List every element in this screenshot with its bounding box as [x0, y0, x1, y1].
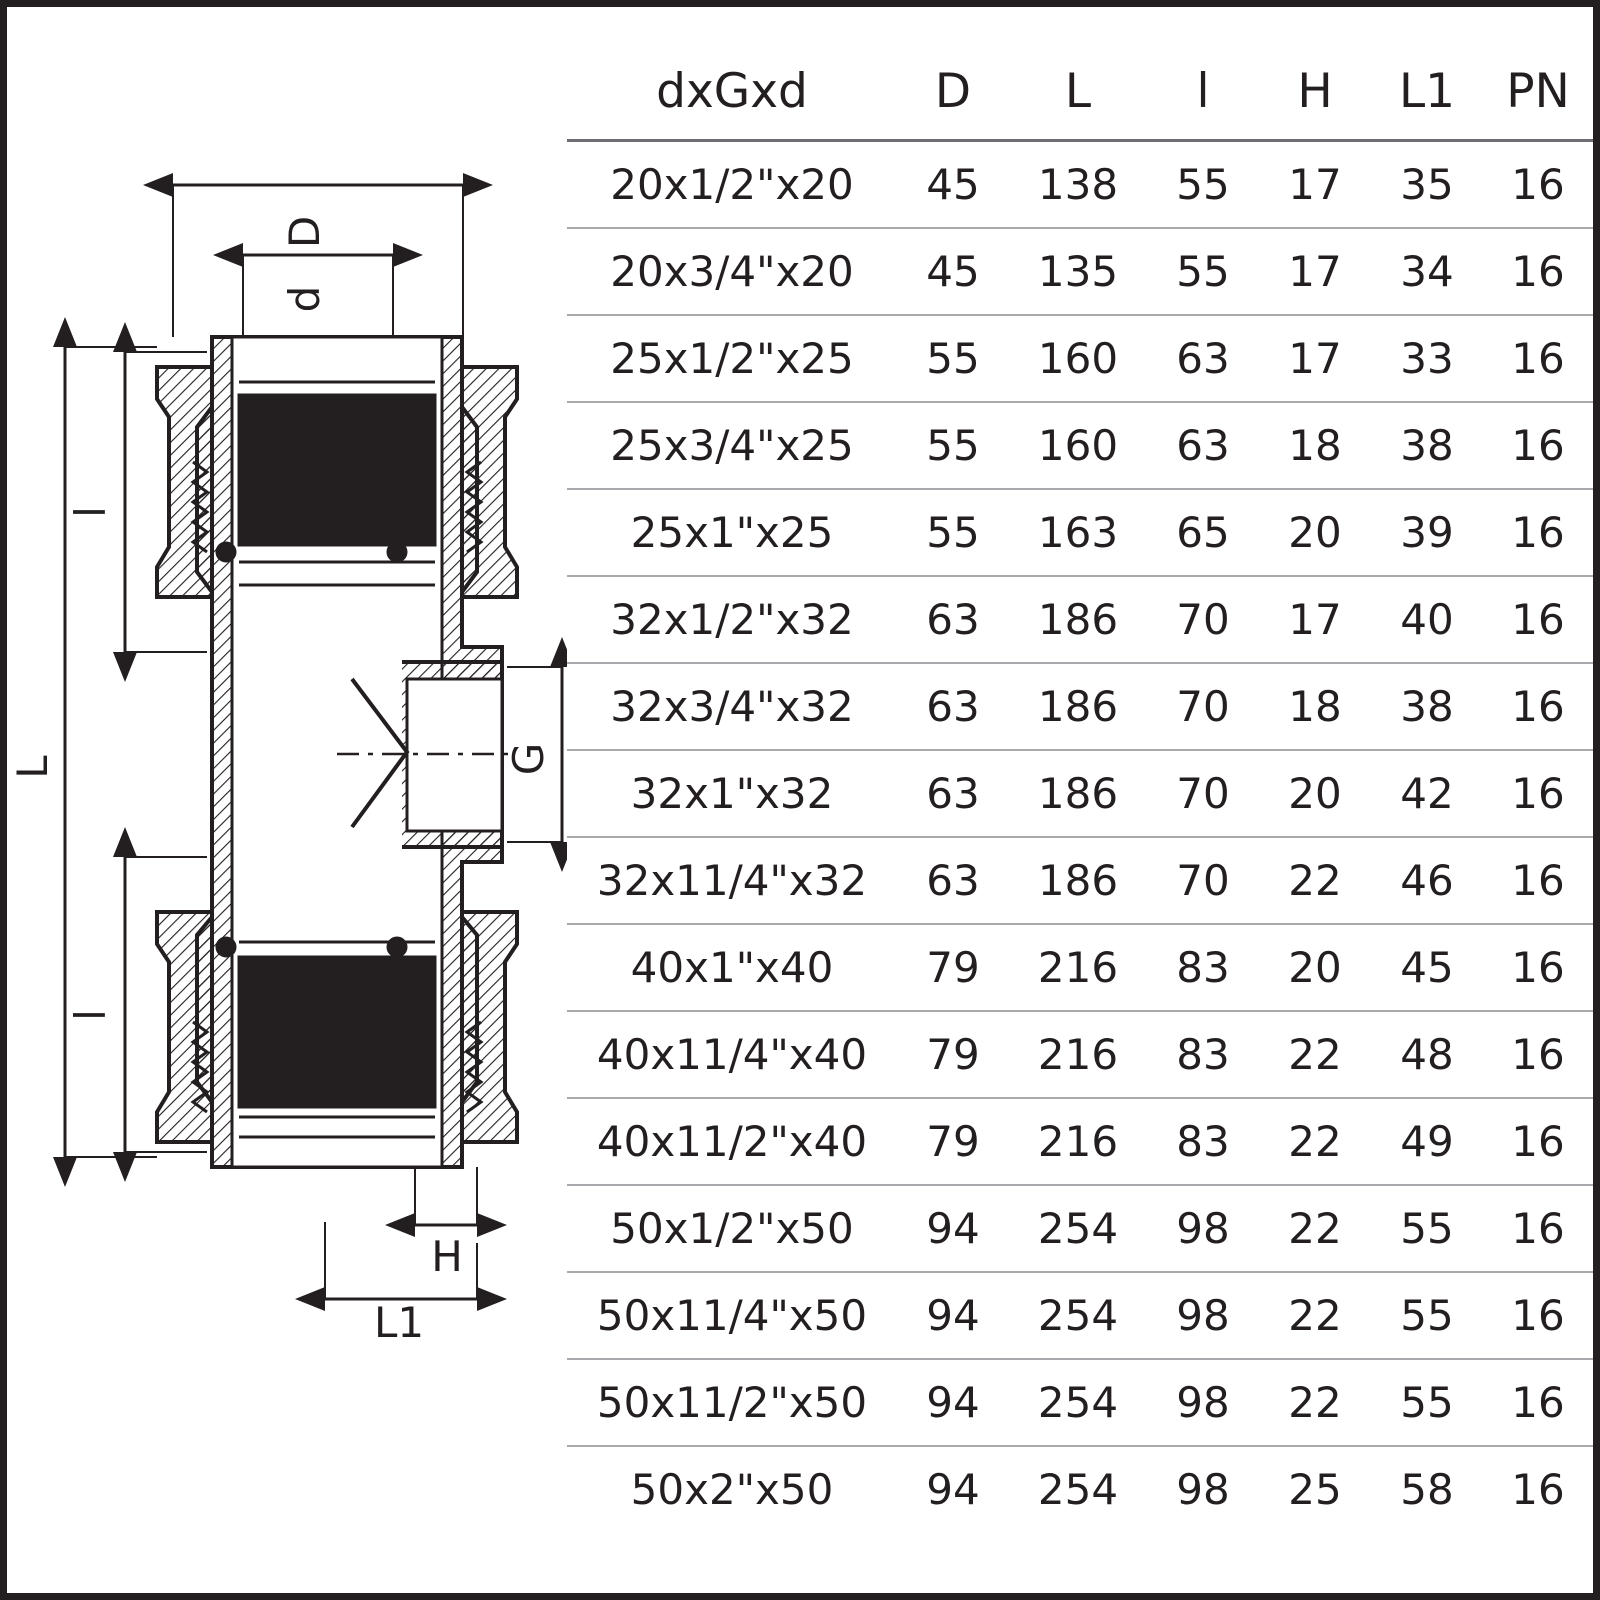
cell-H: 18 — [1259, 663, 1371, 750]
cell-size: 40x11/2"x40 — [567, 1098, 897, 1185]
cell-size: 25x1"x25 — [567, 489, 897, 576]
cell-D: 55 — [897, 489, 1009, 576]
table-row — [567, 1359, 1593, 1446]
cell-L1: 55 — [1371, 1359, 1483, 1446]
cell-H: 22 — [1259, 1098, 1371, 1185]
cell-L1: 42 — [1371, 750, 1483, 837]
label-L1: L1 — [373, 1298, 425, 1347]
cell-PN: 16 — [1483, 750, 1593, 837]
cell-L: 160 — [1009, 315, 1147, 402]
cell-H: 22 — [1259, 1272, 1371, 1359]
cell-H: 18 — [1259, 402, 1371, 489]
cell-D: 63 — [897, 837, 1009, 924]
cell-D: 94 — [926, 1465, 980, 1514]
cell-PN: 16 — [1483, 924, 1593, 1011]
table-row — [567, 1272, 1593, 1359]
cell-l: 98 — [1147, 1185, 1259, 1272]
cell-PN: 16 — [1483, 1359, 1593, 1446]
cell-PN: 16 — [1483, 1272, 1593, 1359]
fitting-drawing-panel — [7, 7, 567, 1593]
cell-D: 94 — [897, 1185, 1009, 1272]
cell-L: 186 — [1009, 663, 1147, 750]
cell-L1: 48 — [1371, 1011, 1483, 1098]
table-row — [567, 663, 1593, 750]
cell-size: 25x3/4"x25 — [567, 402, 897, 489]
fitting-cross-section-svg — [7, 7, 567, 1593]
cell-L1: 58 — [1400, 1465, 1454, 1514]
cell-L: 138 — [1009, 141, 1147, 229]
cell-PN: 16 — [1483, 489, 1593, 576]
label-L: L — [8, 755, 57, 779]
cell-l: 55 — [1147, 141, 1259, 229]
table-header-row — [567, 43, 1593, 141]
col-header-L: L — [1064, 63, 1092, 119]
cell-L: 186 — [1009, 576, 1147, 663]
cell-L1: 40 — [1371, 576, 1483, 663]
cell-L1: 49 — [1371, 1098, 1483, 1185]
table-row — [567, 576, 1593, 663]
cell-l: 63 — [1147, 315, 1259, 402]
cell-size: 40x11/4"x40 — [567, 1011, 897, 1098]
cell-H: 17 — [1259, 141, 1371, 229]
cell-H: 22 — [1259, 1185, 1371, 1272]
cell-L1: 35 — [1371, 141, 1483, 229]
label-d: d — [280, 285, 329, 313]
cell-PN: 16 — [1483, 1011, 1593, 1098]
cell-L: 254 — [1009, 1359, 1147, 1446]
cell-D: 63 — [897, 576, 1009, 663]
cell-H: 17 — [1259, 576, 1371, 663]
cell-L1: 45 — [1371, 924, 1483, 1011]
table-header — [567, 43, 1593, 141]
cell-D: 79 — [897, 1011, 1009, 1098]
cell-L: 135 — [1009, 228, 1147, 315]
cell-L: 186 — [1009, 750, 1147, 837]
cell-l: 83 — [1147, 924, 1259, 1011]
table-row — [567, 1446, 1593, 1532]
cell-H: 20 — [1259, 924, 1371, 1011]
cell-L: 186 — [1009, 837, 1147, 924]
cell-PN: 16 — [1483, 663, 1593, 750]
specification-table — [567, 43, 1593, 1532]
cell-D: 55 — [897, 315, 1009, 402]
cell-L: 216 — [1009, 1011, 1147, 1098]
table-row — [567, 1098, 1593, 1185]
cell-PN: 16 — [1483, 1098, 1593, 1185]
col-header-L1: L1 — [1398, 63, 1456, 119]
cell-L: 254 — [1009, 1185, 1147, 1272]
cell-PN: 16 — [1511, 1465, 1565, 1514]
cell-L: 163 — [1009, 489, 1147, 576]
cell-H: 25 — [1288, 1465, 1342, 1514]
cell-L: 160 — [1009, 402, 1147, 489]
label-l-upper: l — [66, 506, 115, 518]
cell-L1: 55 — [1371, 1185, 1483, 1272]
label-l-lower: l — [66, 1009, 115, 1021]
cell-D: 63 — [897, 663, 1009, 750]
cell-D: 55 — [897, 402, 1009, 489]
cell-H: 20 — [1259, 489, 1371, 576]
table-row — [567, 837, 1593, 924]
cell-D: 45 — [897, 228, 1009, 315]
col-header-l: l — [1196, 63, 1210, 119]
cell-l: 83 — [1147, 1098, 1259, 1185]
cell-L1: 34 — [1371, 228, 1483, 315]
label-H: H — [431, 1232, 463, 1281]
cell-size: 20x1/2"x20 — [567, 141, 897, 229]
table-row — [567, 228, 1593, 315]
cell-size: 32x3/4"x32 — [567, 663, 897, 750]
cell-H: 22 — [1259, 1359, 1371, 1446]
table-row — [567, 750, 1593, 837]
cell-L: 216 — [1009, 924, 1147, 1011]
cell-l: 63 — [1147, 402, 1259, 489]
cell-l: 70 — [1147, 837, 1259, 924]
cell-l: 70 — [1147, 576, 1259, 663]
table-row — [567, 1011, 1593, 1098]
cell-size: 32x1/2"x32 — [567, 576, 897, 663]
cell-l: 98 — [1147, 1272, 1259, 1359]
col-header-size: dxGxd — [656, 63, 808, 119]
table-row — [567, 924, 1593, 1011]
cell-size: 40x1"x40 — [567, 924, 897, 1011]
cell-size: 50x11/2"x50 — [567, 1359, 897, 1446]
cell-size: 20x3/4"x20 — [567, 228, 897, 315]
cell-L: 254 — [1009, 1272, 1147, 1359]
cell-l: 70 — [1147, 750, 1259, 837]
cell-L1: 33 — [1371, 315, 1483, 402]
cell-H: 20 — [1259, 750, 1371, 837]
cell-L1: 46 — [1371, 837, 1483, 924]
cell-H: 22 — [1259, 1011, 1371, 1098]
cell-l: 65 — [1147, 489, 1259, 576]
cell-H: 17 — [1259, 228, 1371, 315]
cell-PN: 16 — [1483, 402, 1593, 489]
cell-PN: 16 — [1483, 576, 1593, 663]
cell-size: 25x1/2"x25 — [567, 315, 897, 402]
cell-L1: 39 — [1371, 489, 1483, 576]
cell-PN: 16 — [1483, 141, 1593, 229]
table-row — [567, 489, 1593, 576]
cell-H: 22 — [1259, 837, 1371, 924]
cell-D: 94 — [897, 1359, 1009, 1446]
specification-table-panel — [567, 43, 1589, 1573]
cell-size: 50x11/4"x50 — [567, 1272, 897, 1359]
cell-L: 254 — [1037, 1465, 1119, 1514]
table-body — [567, 141, 1593, 1533]
label-G: G — [504, 742, 553, 776]
cell-l: 55 — [1147, 228, 1259, 315]
cell-L1: 38 — [1371, 663, 1483, 750]
cell-D: 45 — [897, 141, 1009, 229]
table-row — [567, 315, 1593, 402]
cell-l: 70 — [1147, 663, 1259, 750]
col-header-PN: PN — [1506, 63, 1570, 119]
cell-D: 79 — [897, 1098, 1009, 1185]
cell-D: 63 — [897, 750, 1009, 837]
cell-size: 50x2"x50 — [630, 1465, 834, 1514]
table-row — [567, 402, 1593, 489]
cell-l: 83 — [1147, 1011, 1259, 1098]
cell-PN: 16 — [1483, 1185, 1593, 1272]
cell-size: 50x1/2"x50 — [567, 1185, 897, 1272]
cell-D: 79 — [897, 924, 1009, 1011]
cell-size: 32x11/4"x32 — [567, 837, 897, 924]
cell-PN: 16 — [1483, 315, 1593, 402]
cell-PN: 16 — [1483, 228, 1593, 315]
col-header-D: D — [934, 63, 972, 119]
cell-L: 216 — [1009, 1098, 1147, 1185]
cell-l: 98 — [1147, 1359, 1259, 1446]
cell-D: 94 — [897, 1272, 1009, 1359]
cell-size: 32x1"x32 — [567, 750, 897, 837]
table-row — [567, 1185, 1593, 1272]
cell-PN: 16 — [1483, 837, 1593, 924]
cell-H: 17 — [1259, 315, 1371, 402]
cell-L1: 55 — [1371, 1272, 1483, 1359]
cell-l: 98 — [1176, 1465, 1230, 1514]
cell-L1: 38 — [1371, 402, 1483, 489]
table-row — [567, 141, 1593, 229]
col-header-H: H — [1297, 63, 1333, 119]
label-D: D — [280, 215, 329, 249]
